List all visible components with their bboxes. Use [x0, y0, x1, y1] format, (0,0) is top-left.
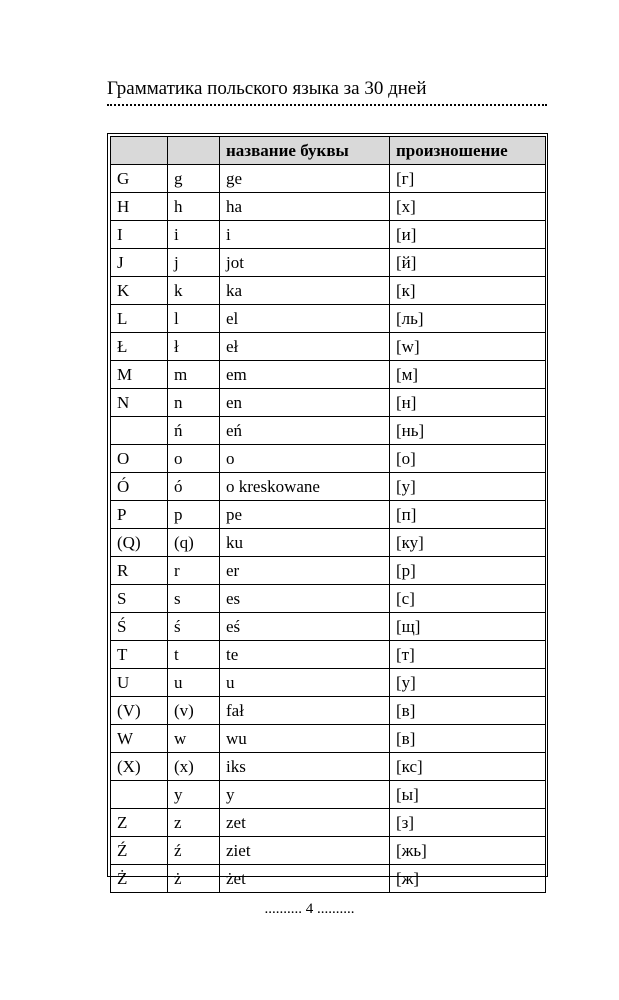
table-row: [111, 697, 546, 725]
cell-letter-name: eś: [220, 613, 390, 641]
table-row: [111, 501, 546, 529]
cell-lowercase: w: [168, 725, 220, 753]
cell-lowercase: ś: [168, 613, 220, 641]
cell-letter-name: te: [220, 641, 390, 669]
cell-uppercase: P: [111, 501, 168, 529]
cell-pronunciation: [й]: [390, 249, 546, 277]
table-row: [111, 725, 546, 753]
cell-lowercase: y: [168, 781, 220, 809]
cell-letter-name: ka: [220, 277, 390, 305]
cell-lowercase: n: [168, 389, 220, 417]
table-row: [111, 809, 546, 837]
cell-uppercase: I: [111, 221, 168, 249]
cell-letter-name: ku: [220, 529, 390, 557]
cell-letter-name: fał: [220, 697, 390, 725]
cell-pronunciation: [w]: [390, 333, 546, 361]
cell-letter-name: pe: [220, 501, 390, 529]
cell-uppercase: Ź: [111, 837, 168, 865]
page-footer: [0, 900, 619, 918]
cell-uppercase: G: [111, 165, 168, 193]
cell-uppercase: L: [111, 305, 168, 333]
cell-pronunciation: [в]: [390, 697, 546, 725]
cell-uppercase: Ż: [111, 865, 168, 893]
cell-lowercase: k: [168, 277, 220, 305]
table-body: [111, 165, 546, 893]
cell-letter-name: u: [220, 669, 390, 697]
cell-pronunciation: [р]: [390, 557, 546, 585]
header-lowercase: [168, 137, 220, 165]
cell-pronunciation: [т]: [390, 641, 546, 669]
cell-letter-name: y: [220, 781, 390, 809]
table-row: [111, 389, 546, 417]
cell-pronunciation: [к]: [390, 277, 546, 305]
cell-lowercase: t: [168, 641, 220, 669]
cell-uppercase: Z: [111, 809, 168, 837]
cell-lowercase: s: [168, 585, 220, 613]
cell-lowercase: ń: [168, 417, 220, 445]
footer-leader-left: ..........: [264, 901, 302, 917]
cell-lowercase: u: [168, 669, 220, 697]
cell-letter-name: er: [220, 557, 390, 585]
cell-letter-name: em: [220, 361, 390, 389]
cell-letter-name: ha: [220, 193, 390, 221]
cell-lowercase: (x): [168, 753, 220, 781]
cell-pronunciation: [щ]: [390, 613, 546, 641]
header-uppercase: [111, 137, 168, 165]
cell-lowercase: ź: [168, 837, 220, 865]
cell-uppercase: Ó: [111, 473, 168, 501]
table-row: [111, 249, 546, 277]
table-row: [111, 781, 546, 809]
table-row: [111, 585, 546, 613]
cell-lowercase: z: [168, 809, 220, 837]
cell-uppercase: H: [111, 193, 168, 221]
cell-letter-name: wu: [220, 725, 390, 753]
page-number: 4: [305, 901, 314, 917]
table-row: [111, 361, 546, 389]
table-row: [111, 333, 546, 361]
table-row: [111, 669, 546, 697]
cell-pronunciation: [ку]: [390, 529, 546, 557]
cell-lowercase: o: [168, 445, 220, 473]
cell-pronunciation: [с]: [390, 585, 546, 613]
cell-uppercase: (V): [111, 697, 168, 725]
table-row: [111, 557, 546, 585]
cell-lowercase: l: [168, 305, 220, 333]
table-row: [111, 753, 546, 781]
cell-uppercase: O: [111, 445, 168, 473]
cell-pronunciation: [у]: [390, 473, 546, 501]
cell-pronunciation: [жь]: [390, 837, 546, 865]
cell-uppercase: N: [111, 389, 168, 417]
cell-uppercase: W: [111, 725, 168, 753]
cell-pronunciation: [ж]: [390, 865, 546, 893]
header-row: [111, 137, 546, 165]
cell-lowercase: ó: [168, 473, 220, 501]
table-row: [111, 445, 546, 473]
cell-uppercase: [111, 417, 168, 445]
cell-letter-name: o: [220, 445, 390, 473]
table-row: [111, 641, 546, 669]
table-row: [111, 193, 546, 221]
cell-pronunciation: [м]: [390, 361, 546, 389]
cell-lowercase: j: [168, 249, 220, 277]
cell-lowercase: i: [168, 221, 220, 249]
cell-uppercase: J: [111, 249, 168, 277]
cell-letter-name: jot: [220, 249, 390, 277]
cell-uppercase: U: [111, 669, 168, 697]
cell-letter-name: o kreskowane: [220, 473, 390, 501]
header-pronunciation: произношение: [390, 137, 546, 165]
cell-letter-name: en: [220, 389, 390, 417]
table-row: [111, 305, 546, 333]
cell-pronunciation: [з]: [390, 809, 546, 837]
cell-pronunciation: [г]: [390, 165, 546, 193]
cell-letter-name: żet: [220, 865, 390, 893]
cell-uppercase: S: [111, 585, 168, 613]
table-row: [111, 277, 546, 305]
cell-uppercase: T: [111, 641, 168, 669]
cell-letter-name: es: [220, 585, 390, 613]
footer-leader-right: ..........: [317, 901, 355, 917]
running-header: [107, 78, 547, 106]
cell-lowercase: ż: [168, 865, 220, 893]
cell-pronunciation: [о]: [390, 445, 546, 473]
cell-uppercase: M: [111, 361, 168, 389]
cell-pronunciation: [у]: [390, 669, 546, 697]
cell-lowercase: r: [168, 557, 220, 585]
cell-letter-name: eń: [220, 417, 390, 445]
cell-lowercase: p: [168, 501, 220, 529]
table-row: [111, 417, 546, 445]
cell-lowercase: g: [168, 165, 220, 193]
table-row: [111, 865, 546, 893]
cell-lowercase: ł: [168, 333, 220, 361]
cell-letter-name: i: [220, 221, 390, 249]
cell-uppercase: R: [111, 557, 168, 585]
book-title: Грамматика польского языка за 30 дней: [107, 78, 427, 99]
cell-pronunciation: [н]: [390, 389, 546, 417]
cell-pronunciation: [ы]: [390, 781, 546, 809]
cell-lowercase: h: [168, 193, 220, 221]
cell-lowercase: m: [168, 361, 220, 389]
cell-uppercase: K: [111, 277, 168, 305]
cell-pronunciation: [и]: [390, 221, 546, 249]
table-row: [111, 613, 546, 641]
cell-pronunciation: [х]: [390, 193, 546, 221]
cell-pronunciation: [кс]: [390, 753, 546, 781]
cell-letter-name: zet: [220, 809, 390, 837]
table-row: [111, 473, 546, 501]
cell-pronunciation: [нь]: [390, 417, 546, 445]
cell-lowercase: (v): [168, 697, 220, 725]
table-row: [111, 837, 546, 865]
cell-letter-name: ziet: [220, 837, 390, 865]
cell-pronunciation: [ль]: [390, 305, 546, 333]
table-row: [111, 221, 546, 249]
cell-pronunciation: [в]: [390, 725, 546, 753]
cell-uppercase: [111, 781, 168, 809]
cell-pronunciation: [п]: [390, 501, 546, 529]
cell-uppercase: (Q): [111, 529, 168, 557]
table-row: [111, 529, 546, 557]
table-row: [111, 165, 546, 193]
table-header: [111, 137, 546, 165]
cell-letter-name: iks: [220, 753, 390, 781]
cell-uppercase: Ł: [111, 333, 168, 361]
cell-letter-name: ge: [220, 165, 390, 193]
cell-letter-name: eł: [220, 333, 390, 361]
cell-letter-name: el: [220, 305, 390, 333]
cell-lowercase: (q): [168, 529, 220, 557]
header-letter-name: название буквы: [220, 137, 390, 165]
alphabet-table: [110, 136, 546, 893]
cell-uppercase: (X): [111, 753, 168, 781]
cell-uppercase: Ś: [111, 613, 168, 641]
